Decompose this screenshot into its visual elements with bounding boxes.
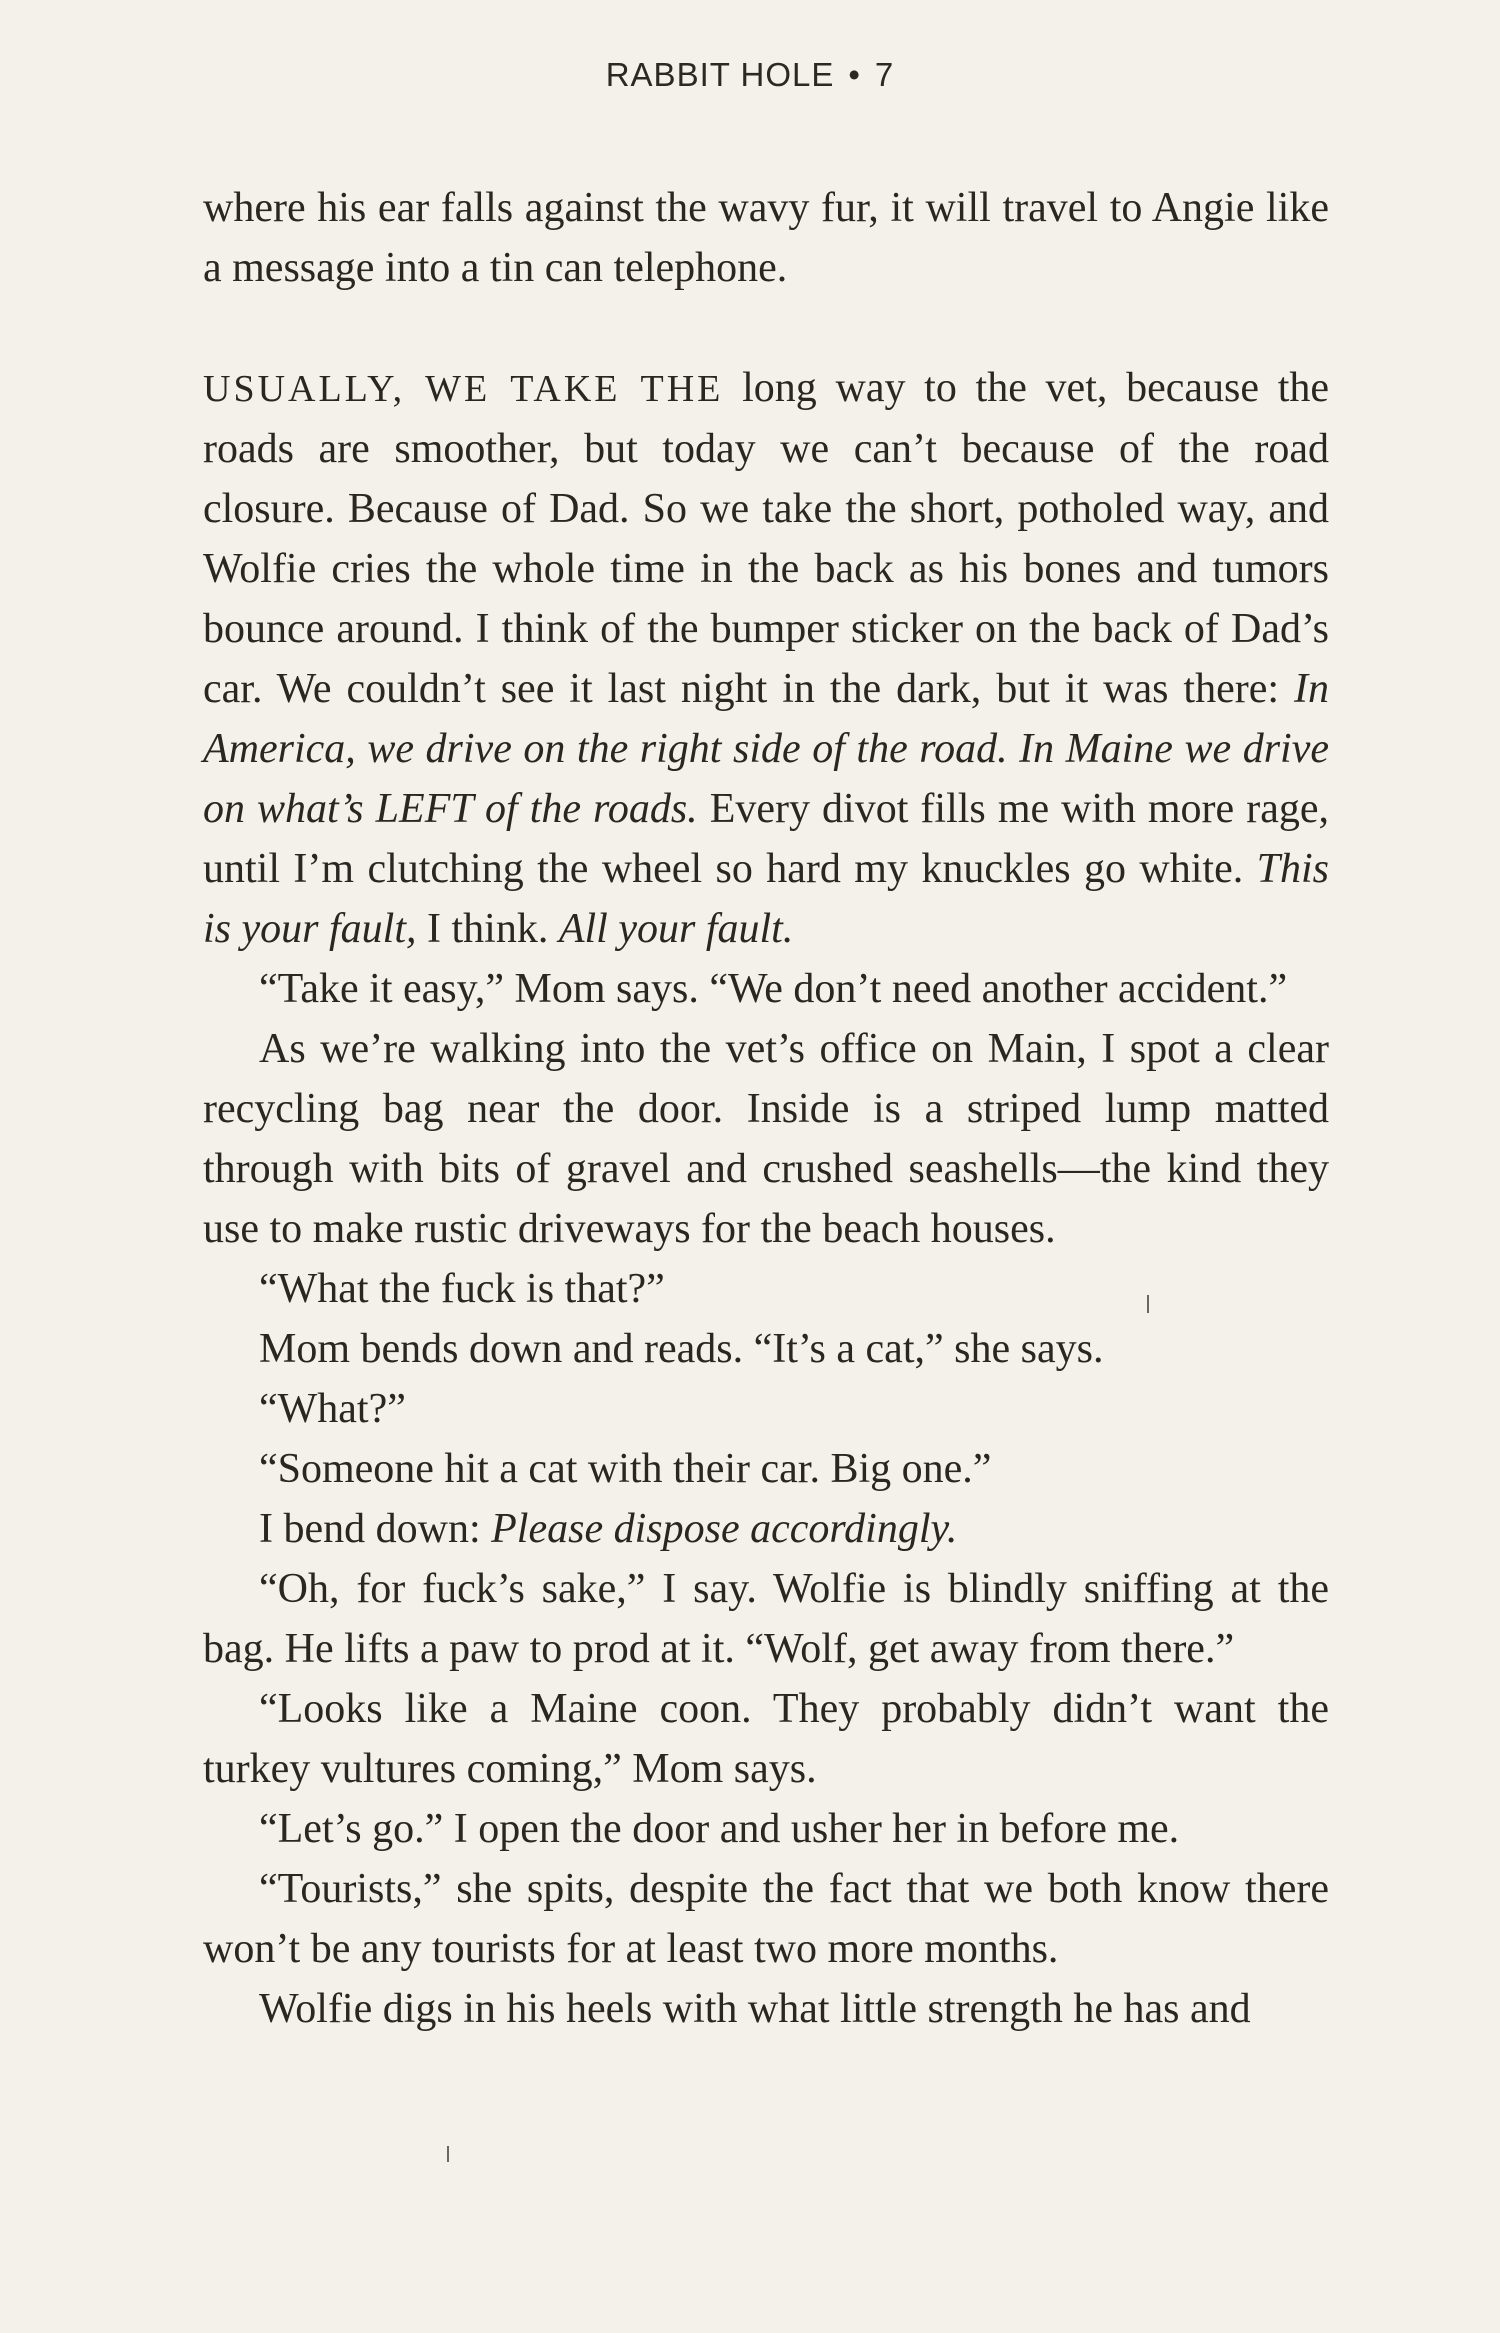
dialogue-paragraph: “What?” <box>259 1386 406 1432</box>
italic-thought: This is your fault, <box>203 846 1329 952</box>
paragraph: As we’re walking into the vet’s office on Main, I spot a clear recycling bag near the door. Inside is a striped lump matted through with bits of gravel and crushed seashells—the kind they use to make rustic driveways for the beach houses. <box>203 1026 1329 1252</box>
body-text <box>203 178 1329 2039</box>
dialogue-paragraph: “What the fuck is that?” <box>259 1266 665 1312</box>
paragraph <box>203 1499 1329 1559</box>
scan-artifact-mark <box>1147 1295 1149 1313</box>
paragraph-text: I think. <box>416 906 559 952</box>
bag-label-text: Please dispose accordingly. <box>491 1506 958 1552</box>
dialogue-paragraph: “Someone hit a cat with their car. Big one.” <box>259 1446 992 1492</box>
running-head <box>0 56 1500 94</box>
dialogue-paragraph: Mom bends down and reads. “It’s a cat,” she says. <box>259 1326 1104 1372</box>
paragraph-text: I bend down: <box>259 1506 492 1552</box>
page-number: 7 <box>874 56 895 93</box>
header-separator: • <box>848 56 861 93</box>
italic-thought: All your fault. <box>558 906 794 952</box>
dialogue-paragraph: “Looks like a Maine coon. They probably didn’t want the turkey vultures coming,” Mom says. <box>203 1686 1329 1792</box>
section-opening-paragraph <box>203 358 1329 959</box>
bumper-sticker-quote: In America, we drive on the right side of the road. In Maine we drive on what’s LEFT of the roads. <box>203 666 1329 832</box>
book-title: RABBIT HOLE <box>605 56 835 93</box>
dialogue-paragraph: “Tourists,” she spits, despite the fact that we both know there won’t be any tourists for at least two more months. <box>203 1866 1329 1972</box>
paragraph-text: long way to the vet, because the roads are smoother, but today we can’t because of the road closure. Because of Dad. So we take the short, potholed way, and Wolfie cries the whole time in the back as his bones and tumors bounce around. I think of the bumper sticker on the back of Dad’s car. We couldn’t see it last night in the dark, but it was there: <box>203 365 1330 712</box>
paragraph: Wolfie digs in his heels with what little strength he has and <box>259 1986 1251 2032</box>
dialogue-paragraph: “Let’s go.” I open the door and usher her in before me. <box>259 1806 1180 1852</box>
scan-artifact-mark <box>447 2146 449 2162</box>
dialogue-paragraph: “Take it easy,” Mom says. “We don’t need another accident.” <box>259 966 1288 1012</box>
paragraph-text: Every divot fills me with more rage, until I’m clutching the wheel so hard my knuckles go white. <box>203 786 1329 892</box>
paragraph-continuation: where his ear falls against the wavy fur, it will travel to Angie like a message into a tin can telephone. <box>203 185 1329 291</box>
section-lead-in: USUALLY, WE TAKE THE <box>203 368 724 410</box>
dialogue-paragraph: “Oh, for fuck’s sake,” I say. Wolfie is blindly sniffing at the bag. He lifts a paw to prod at it. “Wolf, get away from there.” <box>203 1566 1329 1672</box>
